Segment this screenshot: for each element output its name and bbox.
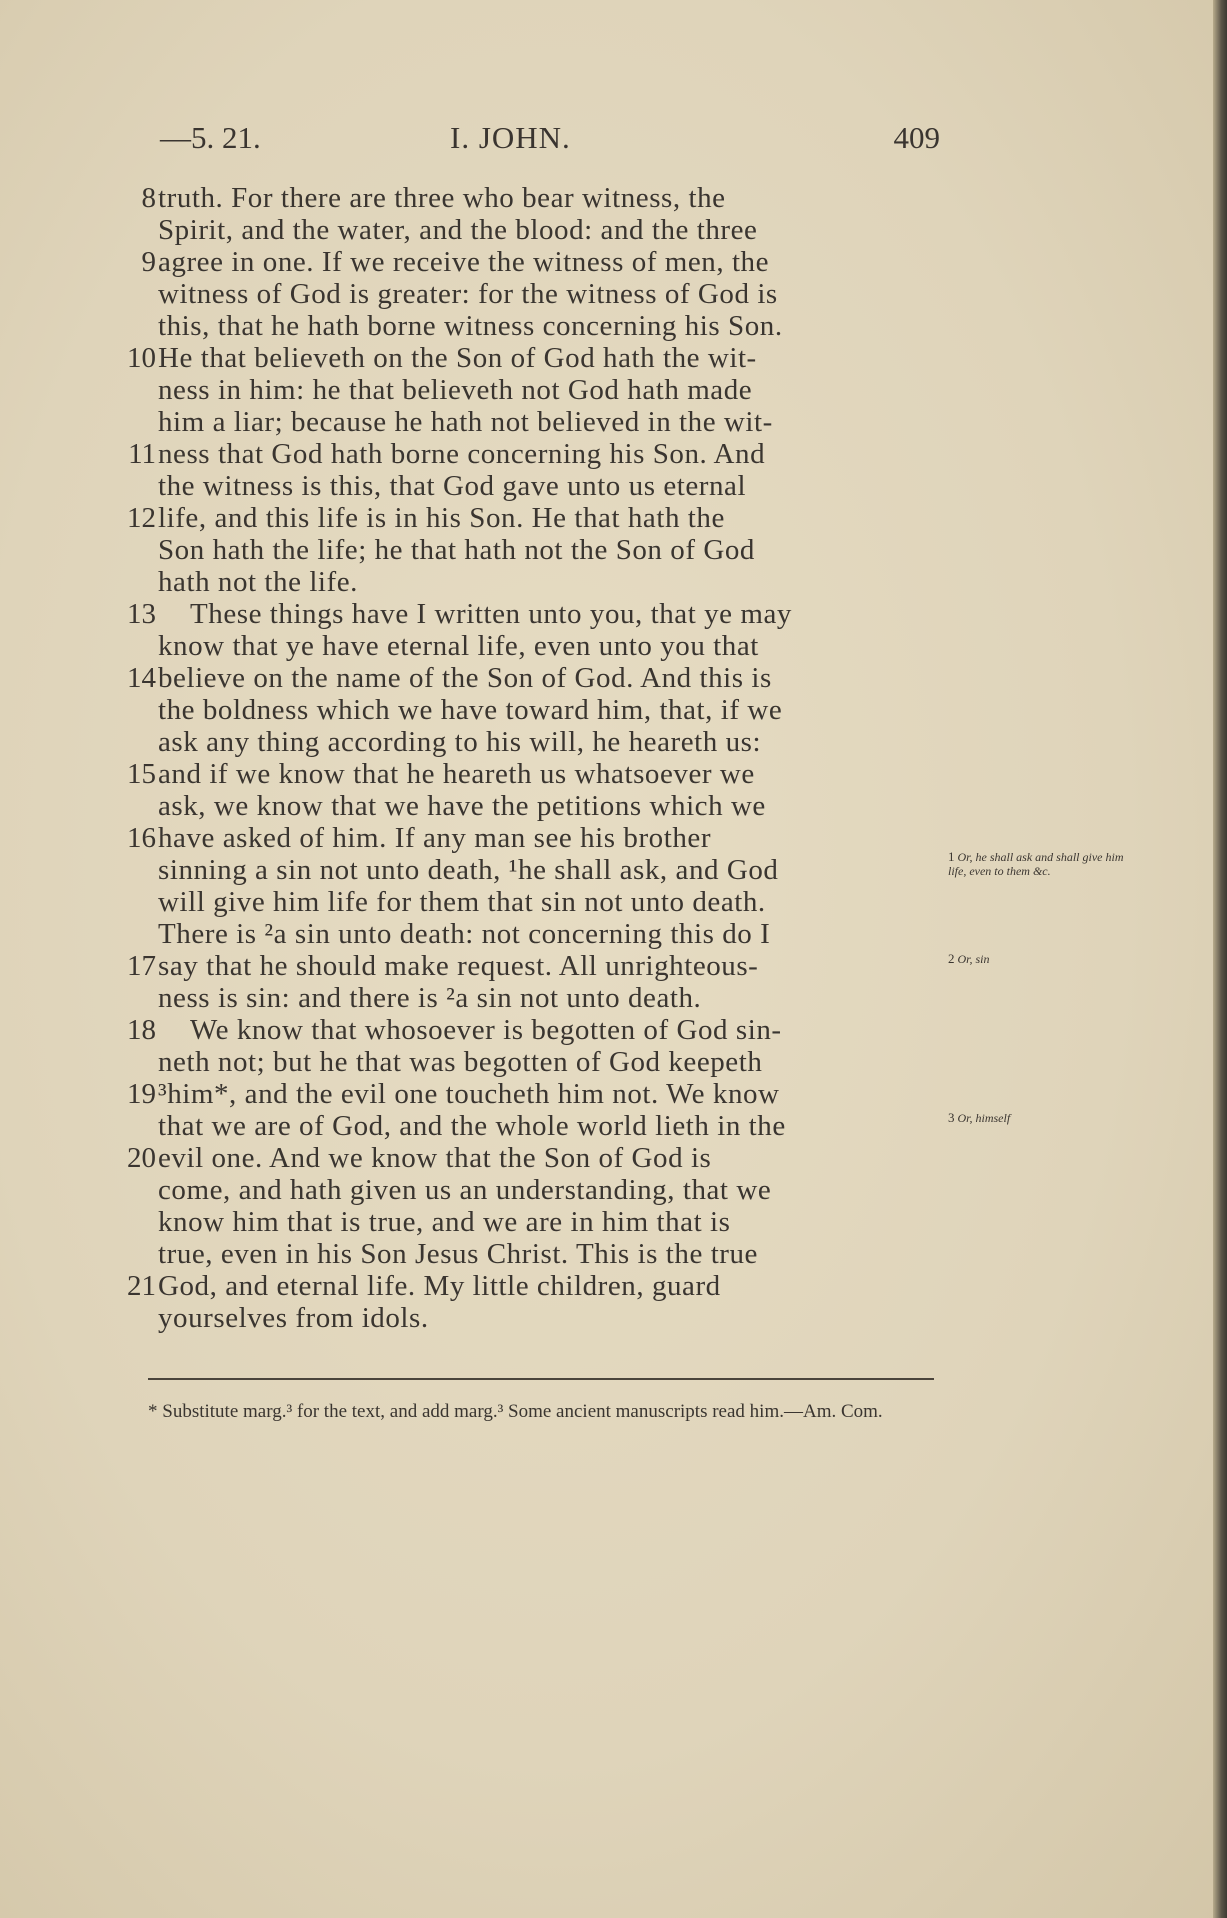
text-line <box>120 982 940 1014</box>
text-line <box>120 1206 940 1238</box>
header-book-title: I. JOHN. <box>450 120 571 155</box>
line-text: know him that is true, and we are in him that is <box>158 1206 731 1238</box>
verse-number: 17 <box>127 950 156 982</box>
text-line <box>120 598 940 630</box>
text-line <box>120 1302 940 1334</box>
line-text: have asked of him. If any man see his brother <box>158 822 712 854</box>
line-text: believe on the name of the Son of God. And this is <box>158 662 772 694</box>
line-text: yourselves from idols. <box>158 1302 429 1334</box>
text-line <box>120 886 940 918</box>
line-text: ness that God hath borne concerning his Son. And <box>158 438 766 470</box>
margin-note-2: 2 Or, sin <box>948 951 990 966</box>
line-text: the witness is this, that God gave unto us eternal <box>158 470 747 502</box>
text-line <box>120 1014 940 1046</box>
text-line <box>120 438 940 470</box>
header-chapter-ref: —5. 21. <box>160 120 261 155</box>
text-line <box>120 1270 940 1302</box>
text-line <box>120 342 940 374</box>
line-text: sinning a sin not unto death, ¹he shall ask, and God <box>158 854 779 886</box>
footnote: * Substitute marg.³ for the text, and add marg.³ Some ancient manuscripts read him.—Am. Com. <box>148 1401 883 1422</box>
verse-number: 14 <box>127 662 156 694</box>
verse-number: 10 <box>127 342 156 374</box>
text-line <box>120 566 940 598</box>
text-line <box>120 1046 940 1078</box>
line-text: ³him*, and the evil one toucheth him not. We know <box>158 1078 780 1110</box>
verse-number: 12 <box>127 502 156 534</box>
line-text: ask any thing according to his will, he heareth us: <box>158 726 762 758</box>
verse-number: 19 <box>127 1078 156 1110</box>
line-text: Son hath the life; he that hath not the Son of God <box>158 534 755 566</box>
margin-note-3: 3 Or, himself <box>948 1110 1011 1125</box>
line-text: this, that he hath borne witness concerning his Son. <box>158 310 783 342</box>
text-line <box>120 182 940 214</box>
line-text: the boldness which we have toward him, that, if we <box>158 694 783 726</box>
verse-number: 18 <box>127 1014 156 1046</box>
running-header <box>160 120 940 170</box>
page-number: 409 <box>893 120 940 155</box>
text-line <box>120 726 940 758</box>
text-line <box>120 534 940 566</box>
text-line <box>120 950 940 982</box>
text-line <box>120 1078 940 1110</box>
line-text: evil one. And we know that the Son of God is <box>158 1142 712 1174</box>
line-text: and if we know that he heareth us whatsoever we <box>158 758 755 790</box>
verse-number: 21 <box>127 1270 156 1302</box>
line-text: life, and this life is in his Son. He that hath the <box>158 502 725 534</box>
line-text: that we are of God, and the whole world lieth in the <box>158 1110 786 1142</box>
text-line <box>120 662 940 694</box>
text-line <box>120 790 940 822</box>
text-line <box>120 310 940 342</box>
text-line <box>120 854 940 886</box>
text-line <box>120 214 940 246</box>
line-text: witness of God is greater: for the witness of God is <box>158 278 778 310</box>
line-text: There is ²a sin unto death: not concerning this do I <box>158 918 771 950</box>
verse-number: 11 <box>128 438 156 470</box>
text-line <box>120 470 940 502</box>
verse-number: 15 <box>127 758 156 790</box>
text-line <box>120 374 940 406</box>
text-line <box>120 406 940 438</box>
text-line <box>120 822 940 854</box>
text-line <box>120 278 940 310</box>
verse-number: 20 <box>127 1142 156 1174</box>
line-text: say that he should make request. All unrighteous- <box>158 950 759 982</box>
verse-number: 13 <box>127 598 156 630</box>
line-text: will give him life for them that sin not unto death. <box>158 886 766 918</box>
margin-note-1: 1 Or, he shall ask and shall give him life, even to them &c. <box>948 849 1124 878</box>
line-text: ask, we know that we have the petitions which we <box>158 790 766 822</box>
line-text: Spirit, and the water, and the blood: and the three <box>158 214 758 246</box>
scripture-text <box>120 182 940 1334</box>
line-text: ness in him: he that believeth not God hath made <box>158 374 753 406</box>
line-text: know that ye have eternal life, even unto you that <box>158 630 759 662</box>
text-line <box>120 918 940 950</box>
line-text: agree in one. If we receive the witness of men, the <box>158 246 770 278</box>
text-line <box>120 1238 940 1270</box>
text-line <box>120 758 940 790</box>
text-line <box>120 1110 940 1142</box>
line-text: truth. For there are three who bear witness, the <box>158 182 726 214</box>
line-text: neth not; but he that was begotten of God keepeth <box>158 1046 763 1078</box>
line-text: He that believeth on the Son of God hath the wit- <box>158 342 757 374</box>
page-edge <box>1213 0 1227 1918</box>
line-text: hath not the life. <box>158 566 358 598</box>
line-text: God, and eternal life. My little children, guard <box>158 1270 721 1302</box>
text-line <box>120 1174 940 1206</box>
verse-number: 16 <box>127 822 156 854</box>
line-text: These things have I written unto you, that ye may <box>190 598 792 630</box>
line-text: true, even in his Son Jesus Christ. This is the true <box>158 1238 758 1270</box>
text-line <box>120 694 940 726</box>
verse-number: 8 <box>141 182 156 214</box>
line-text: him a liar; because he hath not believed in the wit- <box>158 406 773 438</box>
text-line <box>120 502 940 534</box>
line-text: We know that whosoever is begotten of God sin- <box>190 1014 782 1046</box>
text-line <box>120 246 940 278</box>
text-line <box>120 630 940 662</box>
text-line <box>120 1142 940 1174</box>
line-text: ness is sin: and there is ²a sin not unto death. <box>158 982 702 1014</box>
verse-number: 9 <box>141 246 156 278</box>
line-text: come, and hath given us an understanding, that we <box>158 1174 772 1206</box>
footnote-rule <box>148 1378 934 1380</box>
